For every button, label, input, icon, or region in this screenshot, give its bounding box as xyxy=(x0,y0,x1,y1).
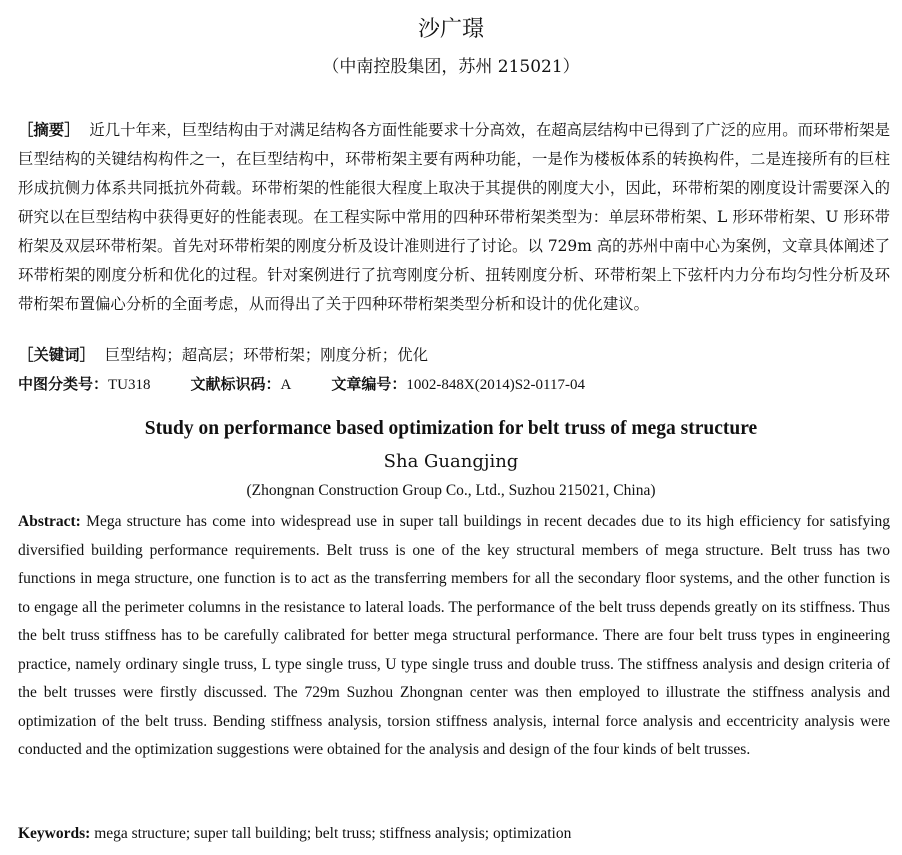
doc-code-value: A xyxy=(280,377,292,393)
keywords-en-label: Keywords: xyxy=(18,825,91,842)
author-name-cn: 沙广璟 xyxy=(417,17,484,42)
classification-line xyxy=(18,372,585,397)
keywords-cn-label: ［关键词］ xyxy=(18,346,95,364)
abstract-en-label: Abstract: xyxy=(18,513,81,530)
abstract-en-text: Mega structure has come into widespread use in super tall buildings in recent decades due to its high efficiency for satisfying diversified building performance requirements. Belt truss is one of the key structural members of mega structure. Belt truss has two functions in mega structure, one function is to act as the transferring members for all the secondary floor systems, and the other function is to engage all the perimeter columns in the resistance to lateral loads. The performance of the belt truss depends greatly on its stiffness. Thus the belt truss stiffness has to be carefully calibrated for better mega structural performance. There are four belt truss types in engineering practice, namely ordinary single truss, L type single truss, U type single truss and double truss. The stiffness analysis and design criteria of the belt trusses were firstly discussed. The 729m Suzhou Zhongnan center was then employed to illustrate the stiffness analysis and optimization of the belt truss. Bending stiffness analysis, torsion stiffness analysis, internal force analysis and eccentricity analysis were conducted and the optimization suggestions were obtained for the analysis and design of the four kinds of belt trusses. xyxy=(18,513,891,758)
keywords-cn-text: 巨型结构；超高层；环带桁架；刚度分析；优化 xyxy=(104,346,428,364)
abstract-cn xyxy=(18,116,890,319)
article-number-value: 1002-848X(2014)S2-0117-04 xyxy=(406,377,585,393)
doc-code-label: 文献标识码： xyxy=(190,375,281,393)
affiliation-en: (Zhongnan Construction Group Co., Ltd., Suzhou 215021, China) xyxy=(246,482,656,499)
keywords-en-text: mega structure; super tall building; belt truss; stiffness analysis; optimization xyxy=(94,825,572,842)
abstract-cn-text: 近几十年来，巨型结构由于对满足结构各方面性能要求十分高效，在超高层结构中已得到了广泛的应用。而环带桁架是巨型结构的关键结构构件之一，在巨型结构中，环带桁架主要有两种功能，一是作为楼板体系的转换构件，二是连接所有的巨柱形成抗侧力体系共同抵抗外荷载。环带桁架的性能很大程度上取决于其提供的刚度大小，因此，环带桁架的刚度设计需要深入的研究以在巨型结构中获得更好的性能表现。在工程实际中常用的四种环带桁架类型为：单层环带桁架、L 形环带桁架、U 形环带桁架及双层环带桁架。首先对环带桁架的刚度分析及设计准则进行了讨论。以 729m 高的苏州中南中心为案例，文章具体阐述了环带桁架的刚度分析和优化的过程。针对案例进行了抗弯刚度分析、扭转刚度分析、环带桁架上下弦杆内力分布均匀性分析及环带桁架布置偏心分析的全面考虑，从而得出了关于四种环带桁架类型分析和设计的优化建议。 xyxy=(18,121,890,313)
clc-label: 中图分类号： xyxy=(18,375,109,393)
article-number-label: 文章编号： xyxy=(331,375,407,393)
title-en: Study on performance based optimization for belt truss of mega structure xyxy=(144,418,758,439)
abstract-en xyxy=(18,508,890,765)
clc-value: TU318 xyxy=(108,377,151,393)
abstract-cn-label: ［摘要］ xyxy=(18,121,80,139)
keywords-cn xyxy=(18,342,428,368)
keywords-en xyxy=(18,822,571,846)
affiliation-cn: （中南控股集团，苏州 215021） xyxy=(322,57,580,77)
author-name-en: Sha Guangjing xyxy=(383,451,519,472)
